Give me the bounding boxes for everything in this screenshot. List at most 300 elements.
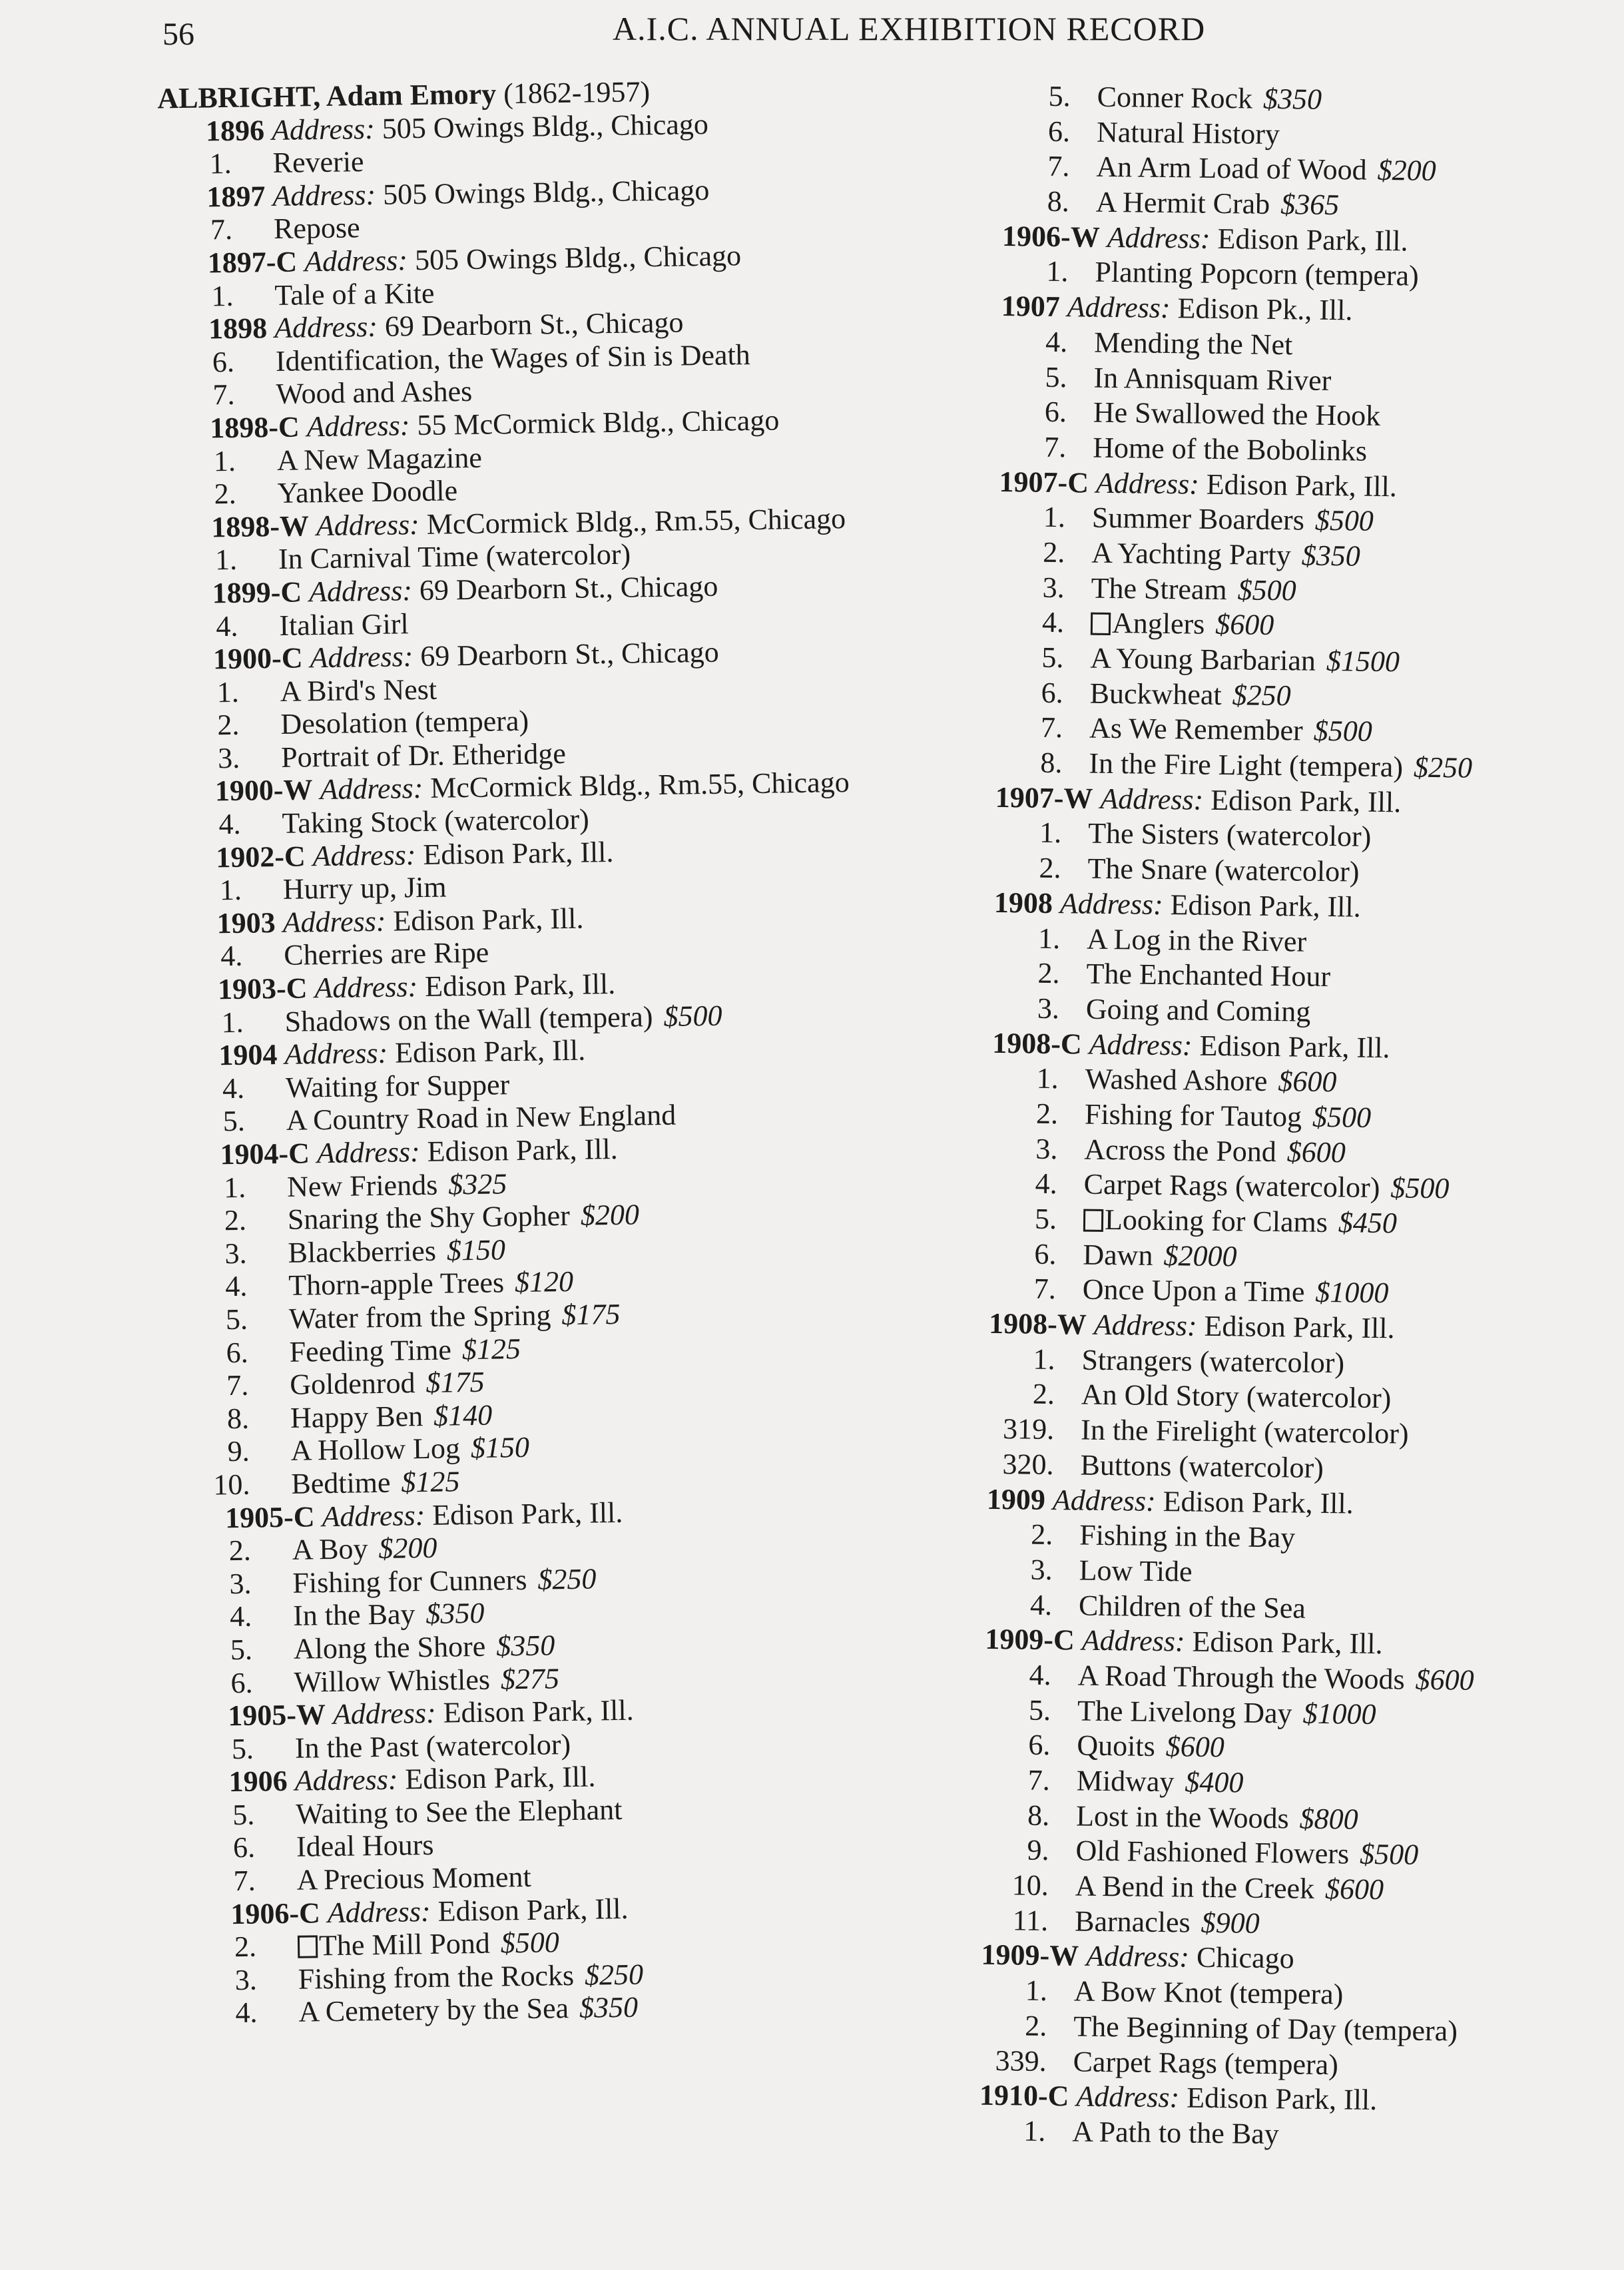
address-text: Edison Park, Ill. (394, 1033, 586, 1069)
address-label: Address: (1059, 886, 1163, 921)
catalogue-number: 4. (1035, 1167, 1058, 1201)
work-title-text: Happy Ben (290, 1399, 423, 1434)
work-title (1084, 1132, 1346, 1170)
right-column (979, 79, 1617, 2156)
work-title-text: Fishing in the Bay (1079, 1518, 1296, 1554)
work-title-text: A New Magazine (276, 441, 483, 477)
catalogue-number: 10. (213, 1468, 250, 1502)
work-title-text: Thorn-apple Trees (288, 1266, 505, 1302)
work-price: $1000 (1315, 1276, 1389, 1310)
work-title (295, 1728, 571, 1765)
work-title-text: Buttons (watercolor) (1080, 1448, 1324, 1484)
catalogue-number: 1. (214, 543, 238, 577)
catalogue-number: 1. (211, 279, 234, 312)
exhibition-year: 1904 (218, 1038, 278, 1072)
work-price: $1500 (1326, 644, 1400, 679)
work-title (296, 1829, 434, 1863)
address-text: Edison Park, Ill. (443, 1693, 634, 1729)
catalogue-number: 4. (235, 1996, 258, 2030)
work-title (296, 1860, 531, 1897)
checkbox-icon (298, 1936, 318, 1958)
work-title-text: A Bird's Nest (280, 673, 437, 708)
work-title (292, 1562, 597, 1599)
work-title-text: Quoits (1077, 1729, 1156, 1763)
work-title (1090, 641, 1400, 680)
exhibition-year: 1907 (1001, 290, 1061, 324)
work-price: $250 (537, 1562, 597, 1596)
catalogue-number: 2. (1039, 851, 1061, 885)
work-title (1079, 1588, 1306, 1626)
catalogue-number: 1. (1023, 2114, 1046, 2147)
work-title (1075, 1834, 1418, 1873)
address-text: Edison Park, Ill. (423, 835, 614, 871)
address-label: Address: (294, 1763, 398, 1798)
exhibition-year: 1896 (205, 113, 265, 148)
work-title-text: A Bend in the Creek (1075, 1869, 1315, 1905)
address-text: Chicago (1196, 1941, 1294, 1975)
work-price: $200 (378, 1531, 437, 1565)
work-title-text: Once Upon a Time (1082, 1273, 1305, 1309)
catalogue-number: 9. (227, 1435, 250, 1468)
exhibition-year: 1907-W (995, 780, 1093, 815)
work-title-text: Along the Shore (293, 1629, 486, 1665)
exhibition-year: 1902-C (215, 840, 306, 874)
work-title-text: In Carnival Time (watercolor) (278, 537, 631, 576)
work-title-text: Carpet Rags (watercolor) (1083, 1167, 1380, 1205)
work-title-text: Buckwheat (1089, 677, 1222, 711)
exhibition-year: 1906 (228, 1765, 288, 1799)
work-title-text: Taking Stock (watercolor) (282, 802, 590, 840)
work-title-text: Lost in the Woods (1075, 1799, 1289, 1835)
catalogue-number: 3. (224, 1237, 247, 1270)
address-text: Edison Pk., Ill. (1177, 292, 1353, 327)
exhibition-year: 1909-C (985, 1623, 1075, 1657)
work-title (288, 1233, 505, 1269)
artist-dates: (1862-1957) (503, 75, 651, 111)
address-label: Address: (1081, 1623, 1185, 1658)
catalogue-number: 1. (1033, 1342, 1055, 1376)
work-title (280, 705, 529, 741)
work-title (1089, 676, 1291, 713)
work-title-text: Fishing for Tautog (1084, 1097, 1302, 1133)
work-title-text: A Cemetery by the Sea (298, 1992, 569, 2029)
work-price: $250 (584, 1958, 644, 1992)
work-title-text: The Beginning of Day (tempera) (1073, 2010, 1458, 2048)
work-price: $500 (1390, 1171, 1450, 1205)
work-title (1086, 957, 1330, 995)
work-title (1079, 1553, 1193, 1589)
address-label: Address: (310, 640, 413, 675)
catalogue-number: 1. (1046, 255, 1069, 288)
work-title (274, 276, 435, 312)
address-text: Edison Park, Ill. (405, 1760, 596, 1796)
work-title-text: The Mill Pond (318, 1926, 491, 1962)
work-title-text: A Young Barbarian (1090, 641, 1316, 677)
work-title-text: Anglers (1111, 607, 1205, 641)
work-title-text: Willow Whistles (294, 1663, 491, 1699)
work-price: $200 (1377, 154, 1436, 188)
exhibition-year: 1904-C (220, 1137, 310, 1171)
exhibition-year: 1897-C (207, 245, 298, 280)
catalogue-number: 7. (226, 1368, 249, 1402)
catalogue-number: 8. (1027, 1799, 1050, 1832)
catalogue-number: 4. (1029, 1658, 1052, 1691)
exhibition-year: 1906-W (1001, 219, 1101, 254)
work-title (1095, 255, 1419, 294)
catalogue-number: 2. (224, 1203, 247, 1237)
work-title-text: Conner Rock (1097, 80, 1253, 115)
work-title (290, 1366, 485, 1402)
page-header (0, 9, 1624, 56)
catalogue-number: 5. (225, 1302, 248, 1336)
work-title (1074, 1974, 1344, 2013)
work-title (1091, 571, 1296, 608)
exhibition-year: 1900-W (214, 773, 313, 808)
work-price: $1000 (1302, 1697, 1376, 1731)
catalogue-number: 2. (234, 1930, 257, 1964)
work-title-text: An Arm Load of Wood (1096, 150, 1367, 187)
work-title (1089, 746, 1472, 786)
address-text: Edison Park, Ill. (437, 1892, 629, 1928)
work-title (288, 1199, 640, 1237)
address-text: 69 Dearborn St., Chicago (419, 569, 718, 607)
address-label: Address: (1100, 782, 1204, 816)
catalogue-number: 6. (1044, 395, 1067, 429)
catalogue-number: 5. (1028, 1693, 1051, 1727)
address-text: Edison Park, Ill. (431, 1496, 623, 1532)
catalogue-number: 319. (1002, 1412, 1055, 1446)
work-title-text: He Swallowed the Hook (1093, 396, 1381, 433)
work-title (274, 212, 360, 246)
work-price: $120 (514, 1265, 574, 1299)
work-title (1097, 80, 1322, 118)
work-title (287, 1167, 507, 1203)
work-title-text: A Path to the Bay (1072, 2115, 1280, 2151)
work-title (277, 441, 483, 477)
work-title-text: In the Fire Light (tempera) (1089, 746, 1404, 784)
work-title (294, 1662, 559, 1699)
catalogue-number: 4. (220, 940, 243, 973)
address-label: Address: (332, 1696, 437, 1731)
work-price: $200 (580, 1198, 640, 1232)
work-title (1087, 852, 1360, 890)
address-text: 69 Dearborn St., Chicago (384, 306, 684, 343)
catalogue-number: 4. (218, 807, 241, 841)
exhibition-year: 1898-C (209, 410, 300, 445)
work-price: $175 (561, 1297, 621, 1332)
exhibition-year: 1908 (993, 886, 1053, 920)
work-title-text: Going and Coming (1085, 992, 1311, 1028)
address-label: Address: (1085, 1940, 1190, 1974)
catalogue-number: 3. (1042, 571, 1065, 604)
work-title (282, 803, 589, 840)
exhibition-year: 1898 (208, 312, 268, 346)
work-title-text: A Hollow Log (290, 1432, 461, 1468)
work-title-text: An Old Story (watercolor) (1081, 1378, 1392, 1415)
work-title (294, 1629, 555, 1665)
work-title-text: In the Bay (292, 1597, 415, 1633)
work-price: $500 (663, 999, 722, 1033)
work-title-text: Children of the Sea (1078, 1589, 1306, 1625)
catalogue-number: 11. (1012, 1904, 1049, 1937)
catalogue-number: 2. (1035, 1097, 1059, 1131)
work-title-text: Carpet Rags (tempera) (1073, 2044, 1339, 2081)
work-price: $140 (433, 1398, 493, 1432)
catalogue-number: 1. (219, 874, 242, 907)
address-label: Address: (327, 1894, 431, 1929)
catalogue-number: 1. (1043, 501, 1066, 534)
work-title (1091, 606, 1274, 643)
work-title (1076, 1764, 1243, 1801)
work-title-text: Repose (273, 211, 360, 246)
work-price: $275 (500, 1661, 560, 1695)
work-title (296, 1793, 623, 1831)
catalogue-number: 3. (1035, 1132, 1058, 1165)
work-title-text: In Annisquam River (1093, 361, 1332, 397)
work-title (1077, 1658, 1474, 1698)
address-label: Address: (314, 970, 418, 1005)
work-price: $350 (1301, 539, 1361, 573)
work-price: $500 (1237, 573, 1296, 607)
work-title-text: The Stream (1091, 571, 1227, 606)
work-price: $500 (1313, 714, 1373, 748)
work-price: $250 (1232, 678, 1291, 712)
work-title-text: Bedtime (291, 1466, 391, 1500)
address-text: Edison Park, Ill. (1192, 1625, 1383, 1661)
exhibition-year: 1909-W (981, 1938, 1079, 1973)
catalogue-number: 4. (1045, 325, 1068, 359)
catalogue-number: 8. (226, 1402, 250, 1435)
work-title (286, 1068, 510, 1104)
work-title (1085, 1097, 1372, 1136)
address-text: Edison Park, Ill. (393, 902, 584, 938)
checkbox-icon (1091, 613, 1111, 635)
work-title (1086, 992, 1311, 1029)
catalogue-number: 7. (1040, 711, 1063, 744)
work-title (1081, 1413, 1409, 1452)
work-title-text: Hurry up, Jim (282, 870, 447, 906)
work-title (298, 1958, 643, 1996)
work-title-text: Desolation (tempera) (280, 705, 529, 741)
work-title (1093, 396, 1381, 434)
catalogue-number: 4. (224, 1270, 248, 1303)
work-price: $125 (461, 1332, 521, 1366)
work-price: $150 (470, 1431, 530, 1465)
catalogue-number: 6. (1041, 676, 1064, 709)
work-title (1073, 2044, 1338, 2083)
work-title (1077, 1693, 1376, 1732)
catalogue-number: 8. (1047, 184, 1070, 218)
work-title (298, 1991, 638, 2029)
work-title (293, 1597, 485, 1633)
work-title (1076, 1799, 1358, 1837)
exhibition-year: 1910-C (979, 2078, 1069, 2113)
work-title (1097, 115, 1280, 152)
work-title-text: Midway (1076, 1764, 1175, 1799)
catalogue-number: 2. (1037, 956, 1060, 990)
exhibition-year: 1899-C (212, 575, 302, 610)
catalogue-number: 6. (1028, 1728, 1051, 1762)
catalogue-number: 1. (1036, 1061, 1059, 1095)
address-text: McCormick Bldg., Rm.55, Chicago (429, 766, 850, 805)
work-price: $600 (1415, 1663, 1475, 1697)
exhibition-year: 1908-W (988, 1306, 1087, 1341)
exhibition-year: 1903-C (217, 972, 308, 1006)
address-text: Edison Park, Ill. (1210, 783, 1402, 819)
work-title-text: Old Fashioned Flowers (1075, 1834, 1350, 1870)
work-title (289, 1298, 621, 1336)
work-title (1088, 816, 1372, 855)
catalogue-number: 4. (1041, 606, 1065, 639)
address-label: Address: (1067, 290, 1171, 325)
work-title (284, 936, 489, 972)
work-price: $900 (1201, 1906, 1260, 1940)
work-title (278, 538, 631, 576)
work-title-text: A Log in the River (1086, 922, 1307, 958)
address-label: Address: (316, 507, 420, 542)
work-title-text: Natural History (1096, 115, 1280, 150)
address-label: Address: (274, 310, 378, 345)
work-title-text: Identification, the Wages of Sin is Death (275, 338, 751, 378)
work-entry (979, 2114, 1592, 2156)
address-label: Address: (1089, 1027, 1193, 1062)
work-title (1073, 2009, 1458, 2049)
catalogue-number: 5. (1034, 1202, 1057, 1236)
address-text: McCormick Bldg., Rm.55, Chicago (426, 501, 846, 541)
address-text: 505 Owings Bldg., Chicago (414, 239, 742, 277)
address-label: Address: (1052, 1483, 1157, 1518)
catalogue-number: 7. (233, 1864, 256, 1898)
catalogue-number: 1. (1039, 816, 1062, 850)
catalogue-number: 4. (229, 1599, 252, 1633)
work-title-text: A Precious Moment (296, 1860, 532, 1896)
work-title-text: A Boy (292, 1532, 368, 1566)
work-title-text: Shadows on the Wall (tempera) (284, 999, 653, 1038)
work-title (279, 607, 409, 642)
work-price: $800 (1299, 1802, 1358, 1836)
catalogue-number: 3. (1037, 992, 1060, 1025)
work-title (1091, 536, 1360, 575)
work-title-text: Fishing for Cunners (292, 1563, 527, 1599)
work-price: $350 (579, 1991, 639, 2025)
address-label: Address: (304, 244, 408, 278)
work-title-text: In the Past (watercolor) (294, 1727, 571, 1765)
catalogue-number: 5. (1041, 641, 1064, 675)
address-label: Address: (1095, 466, 1200, 501)
work-price: $2000 (1163, 1239, 1237, 1273)
work-title (1080, 1448, 1324, 1486)
address-label: Address: (1076, 2080, 1180, 2114)
catalogue-number: 3. (1030, 1553, 1053, 1586)
work-title-text: Mending the Net (1093, 326, 1293, 362)
work-title (1081, 1378, 1392, 1416)
work-title-text: Ideal Hours (296, 1829, 434, 1864)
catalogue-number: 1. (1037, 922, 1061, 955)
work-title-text: A Bow Knot (tempera) (1073, 1974, 1344, 2011)
running-title: A.I.C. ANNUAL EXHIBITION RECORD (613, 10, 1206, 47)
work-title-text: The Snare (watercolor) (1087, 852, 1360, 888)
address-label: Address: (282, 904, 386, 939)
address-label: Address: (316, 1135, 421, 1170)
catalogue-number: 1. (221, 1005, 244, 1039)
work-title-text: Looking for Clams (1104, 1203, 1328, 1239)
work-title (1077, 1729, 1224, 1765)
exhibition-year: 1900-C (212, 641, 303, 676)
exhibition-year: 1909 (986, 1482, 1046, 1516)
catalogue-number: 2. (217, 709, 240, 742)
work-title-text: Home of the Bobolinks (1092, 431, 1368, 467)
work-title (291, 1465, 460, 1500)
work-title-text: Dawn (1083, 1238, 1153, 1272)
work-price: $350 (495, 1629, 555, 1663)
work-title (1096, 150, 1436, 189)
address-label: Address: (284, 1036, 388, 1071)
catalogue-number: 7. (210, 213, 233, 246)
work-price: $365 (1280, 188, 1340, 222)
work-title (1075, 1869, 1384, 1908)
work-title-text: The Sisters (watercolor) (1087, 817, 1372, 854)
address-label: Address: (308, 574, 413, 609)
exhibition-year: 1905-C (224, 1500, 315, 1534)
catalogue-number: 2. (1030, 1518, 1053, 1552)
exhibition-year: 1903 (216, 906, 276, 940)
address-label: Address: (320, 772, 423, 806)
exhibition-year: 1898-W (210, 509, 310, 544)
work-title (284, 999, 722, 1038)
work-title-text: Barnacles (1074, 1904, 1191, 1939)
exhibition-year: 1906-C (230, 1896, 321, 1930)
work-price: $325 (447, 1167, 507, 1201)
work-title-text: A Hermit Crab (1095, 185, 1270, 220)
work-title-text: A Country Road in New England (286, 1099, 677, 1137)
address-label: Address: (271, 112, 376, 146)
catalogue-number: 1. (213, 444, 236, 477)
work-price: $600 (1286, 1135, 1346, 1169)
work-title (280, 673, 437, 708)
catalogue-number: 2. (1043, 535, 1065, 569)
work-title-text: Goldenrod (289, 1366, 415, 1402)
work-title-text: Waiting to See the Elephant (295, 1793, 623, 1831)
work-title (272, 145, 364, 179)
catalogue-number: 2. (1024, 2009, 1047, 2042)
exhibition-year: 1897 (206, 179, 266, 214)
work-title (286, 1099, 676, 1137)
address-text: Edison Park, Ill. (1217, 222, 1408, 258)
work-title-text: Summer Boarders (1091, 501, 1305, 537)
work-price: $250 (1413, 750, 1473, 784)
work-title (1085, 1062, 1336, 1100)
work-title (1072, 2114, 1279, 2151)
work-title (276, 375, 472, 411)
work-title (292, 1532, 437, 1567)
work-title (1083, 1203, 1397, 1241)
catalogue-number: 6. (1047, 115, 1071, 148)
work-title (289, 1332, 521, 1368)
address-text: Edison Park, Ill. (1206, 467, 1398, 503)
work-title (1083, 1237, 1237, 1275)
work-price: $400 (1185, 1765, 1244, 1799)
address-text: Edison Park, Ill. (424, 967, 616, 1003)
work-price: $150 (446, 1233, 506, 1267)
address-text: Edison Park, Ill. (1163, 1484, 1354, 1520)
work-title (281, 737, 566, 774)
exhibition-year: 1907-C (999, 465, 1089, 499)
catalogue-number: 4. (1029, 1588, 1053, 1621)
catalogue-number: 7. (1043, 430, 1067, 464)
work-title-text: Feeding Time (289, 1333, 452, 1368)
work-price: $350 (1262, 82, 1322, 116)
work-title-text: Wood and Ashes (276, 375, 473, 411)
